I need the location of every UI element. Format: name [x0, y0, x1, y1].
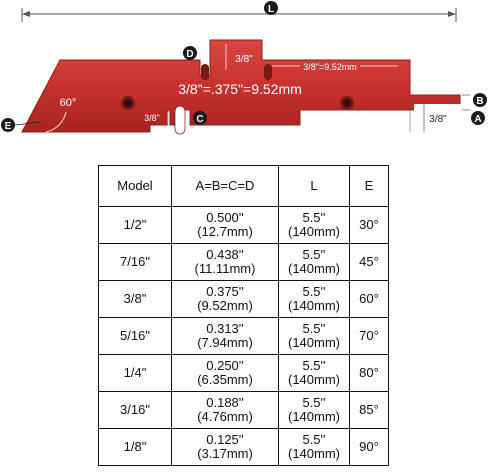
slot-d	[201, 64, 209, 80]
cell-angle: 90°	[350, 429, 389, 466]
cell-length-mm: (140mm)	[287, 446, 340, 461]
marker-B	[473, 93, 487, 107]
cell-model: 3/8"	[99, 281, 172, 318]
cell-size-mm: (7.94mm)	[197, 335, 253, 350]
cell-size	[172, 207, 279, 244]
svg-text:C: C	[196, 114, 204, 125]
cell-length	[279, 355, 350, 392]
cell-model: 7/16"	[99, 244, 172, 281]
top-step-label: 3/8"	[235, 54, 253, 65]
right-step-label: 3/8"	[429, 114, 447, 125]
cell-length	[279, 318, 350, 355]
svg-text:E: E	[4, 121, 12, 132]
cell-size-in: 0.313''	[206, 320, 244, 336]
length-dimension	[22, 1, 456, 22]
svg-text:D: D	[186, 49, 194, 60]
cell-model: 1/2"	[99, 207, 172, 244]
setup-bar-diagram	[0, 0, 488, 160]
cell-length	[279, 392, 350, 429]
cell-size	[172, 355, 279, 392]
cell-length-mm: (140mm)	[287, 335, 340, 350]
marker-A	[471, 111, 485, 125]
header-model: Model	[99, 166, 172, 207]
svg-text:A: A	[474, 114, 482, 125]
table-row	[99, 244, 389, 281]
cell-angle: 45°	[350, 244, 389, 281]
slot-left	[175, 106, 185, 134]
cell-size	[172, 244, 279, 281]
table-header-row	[99, 166, 389, 207]
table-row	[99, 207, 389, 244]
cell-length-mm: (140mm)	[287, 409, 340, 424]
cell-size-in: 0.375''	[206, 283, 244, 299]
cell-length	[279, 281, 350, 318]
marker-E	[1, 118, 15, 132]
secondary-dimension-text: 3/8"=9.52mm	[303, 62, 357, 72]
angle-label: 60°	[59, 97, 77, 109]
cell-angle: 60°	[350, 281, 389, 318]
cell-size	[172, 429, 279, 466]
cell-length-in: 5.5''	[302, 431, 326, 447]
cell-model: 1/4"	[99, 355, 172, 392]
cell-model: 3/16"	[99, 392, 172, 429]
cell-size-in: 0.125''	[206, 431, 244, 447]
cell-length-in: 5.5''	[302, 246, 326, 262]
cell-length-mm: (140mm)	[287, 224, 340, 239]
cell-angle: 30°	[350, 207, 389, 244]
cell-length-mm: (140mm)	[287, 298, 340, 313]
cell-size	[172, 281, 279, 318]
cell-length-in: 5.5''	[302, 357, 326, 373]
cell-model: 5/16"	[99, 318, 172, 355]
table-row	[99, 281, 389, 318]
cell-size-mm: (11.11mm)	[194, 261, 256, 276]
cell-size-in: 0.500''	[206, 209, 244, 225]
cell-size-mm: (12.7mm)	[197, 224, 253, 239]
spec-table	[98, 165, 389, 466]
cell-size-in: 0.188''	[206, 394, 244, 410]
cell-size-in: 0.250''	[206, 357, 244, 373]
header-angle: E	[350, 166, 389, 207]
cell-size-in: 0.438''	[206, 246, 244, 262]
cell-length-in: 5.5''	[302, 209, 326, 225]
cell-length-mm: (140mm)	[287, 372, 340, 387]
cell-angle: 80°	[350, 355, 389, 392]
cell-size	[172, 392, 279, 429]
table-row	[99, 318, 389, 355]
cell-size-mm: (9.52mm)	[197, 298, 253, 313]
left-slot-label: 3/8"	[144, 113, 160, 123]
cell-angle: 85°	[350, 392, 389, 429]
cell-length	[279, 207, 350, 244]
cell-size	[172, 318, 279, 355]
header-length: L	[279, 166, 350, 207]
svg-text:B: B	[476, 96, 484, 107]
table-row	[99, 355, 389, 392]
cell-length-mm: (140mm)	[287, 261, 340, 276]
cell-length	[279, 429, 350, 466]
cell-size-mm: (4.76mm)	[197, 409, 253, 424]
header-size: A=B=C=D	[172, 166, 279, 207]
cell-length-in: 5.5''	[302, 320, 326, 336]
cell-length-in: 5.5''	[302, 283, 326, 299]
cell-length	[279, 244, 350, 281]
cell-angle: 70°	[350, 318, 389, 355]
cell-length-in: 5.5''	[302, 394, 326, 410]
cell-model: 1/8"	[99, 429, 172, 466]
slot-mid	[264, 64, 272, 80]
marker-C	[193, 111, 207, 125]
table-row	[99, 429, 389, 466]
table-row	[99, 392, 389, 429]
cell-size-mm: (6.35mm)	[197, 372, 253, 387]
marker-D	[183, 46, 197, 60]
main-dimension-text: 3/8"=.375"=9.52mm	[178, 81, 302, 97]
label-L: L	[267, 4, 275, 15]
cell-size-mm: (3.17mm)	[197, 446, 253, 461]
